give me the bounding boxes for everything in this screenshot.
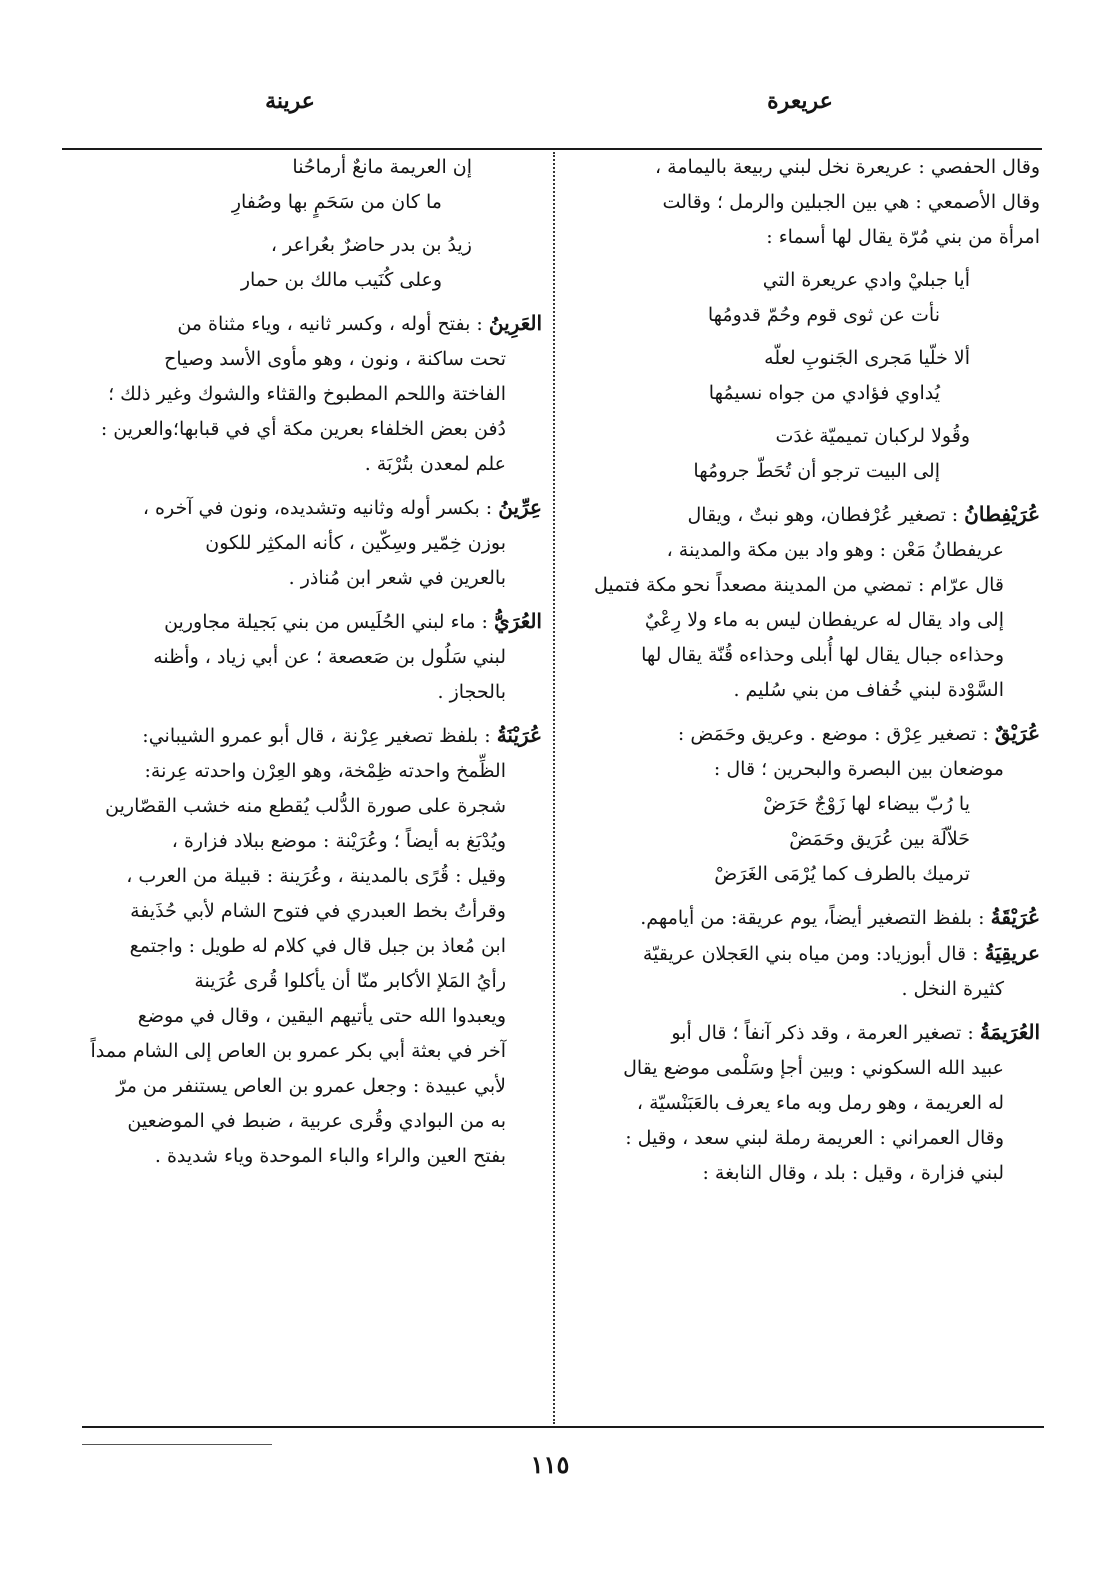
text-line: عبيد الله السكوني : وبين أجإ وسَلْمى موضع يقال	[623, 1057, 1004, 1079]
text-line: له العريمة ، وهو رمل وبه ماء يعرف بالعَبَنْسيّة ،	[636, 1092, 1004, 1114]
entry-uraymah	[572, 1015, 1040, 1191]
footnote-rule	[82, 1444, 272, 1445]
entry-arin	[66, 306, 542, 482]
verse-line: إن العريمة مانعٌ أرماحُنا	[292, 156, 472, 178]
verse-line: أيا جبليْ وادي عريعرة التي	[762, 269, 970, 291]
intro-text	[572, 150, 1040, 255]
verse-line: يا رُبّ بيضاء لها زَوْجٌ حَرَضْ	[763, 793, 970, 815]
poem-urayira	[572, 263, 1040, 489]
text-line: بالحجاز .	[437, 681, 506, 703]
verse-line: ما كان من سَحَمٍ بها وصُفارِ	[231, 191, 442, 213]
headword: عِرِّينُ	[498, 495, 542, 519]
text-line: عريفطانُ مَعْن : وهو واد بين مكة والمدينة ،	[666, 539, 1004, 561]
running-header-right: عريعرة	[767, 88, 833, 114]
text-line: شجرة على صورة الدُّلب يُقطع منه خشب القصّارين	[105, 795, 506, 817]
text-line: : ماء لبني الحُلَيس من بني بَجيلة مجاورين	[164, 611, 488, 633]
verse-line: حَلاّلَة بين عُرَيق وحَمَضْ	[789, 828, 970, 850]
text-line: وقال العمراني : العريمة رملة لبني سعد ، وقيل :	[625, 1127, 1004, 1149]
text-line: موضعان بين البصرة والبحرين ؛ قال :	[713, 758, 1004, 780]
text-line: : بلفظ التصغير أيضاً، يوم عريقة: من أيامهم.	[640, 907, 985, 929]
text-line: ويُدْبَغ به أيضاً ؛ وعُرَيْنة : موضع ببلاد فزارة ،	[171, 830, 506, 852]
text-line: لبني فزارة ، وقيل : بلد ، وقال النابغة :	[702, 1162, 1004, 1184]
poem-urayq	[572, 787, 1040, 892]
text-line: : بفتح أوله ، وكسر ثانيه ، وياء مثناة من	[177, 313, 483, 335]
text-line: : بلفظ تصغير عِرْنة ، قال أبو عمرو الشيباني:	[142, 725, 491, 747]
poem-nabigha	[66, 150, 542, 298]
entry-urayna	[66, 718, 542, 1174]
text-line: تحت ساكنة ، ونون ، وهو مأوى الأسد وصياح	[164, 348, 506, 370]
text-line: علم لمعدن بتُرْبَة .	[364, 453, 506, 475]
text-line: وقال الأصمعي : هي بين الجبلين والرمل ؛ وقالت	[662, 191, 1040, 213]
entry-urayqiya	[572, 936, 1040, 1007]
headword: العُرَيمَةُ	[979, 1020, 1040, 1044]
text-line: السَّوْدة لبني خُفاف من بني سُليم .	[733, 679, 1004, 701]
text-line: وحذاءه جبال يقال لها أُبلى وحذاءه قُنّة يقال لها	[641, 644, 1004, 666]
text-line: كثيرة النخل .	[901, 978, 1004, 1000]
headword: عُرَيْفِطانُ	[964, 502, 1040, 526]
headword: عريقِيَةُ	[984, 941, 1040, 965]
text-line: : قال أبوزياد: ومن مياه بني العَجلان عريقيّة	[642, 943, 979, 965]
column-divider	[553, 152, 555, 1424]
headword: عُرَيْنَةُ	[496, 723, 542, 747]
verse-line: زيدُ بن بدر حاضرٌ بعُراعر ،	[270, 234, 472, 256]
text-line: آخر في بعثة أبي بكر عمرو بن العاص إلى الشام ممداً	[90, 1040, 506, 1062]
text-line: لأبي عبيدة : وجعل عمرو بن العاص يستنفر من مرّ	[116, 1075, 506, 1097]
text-line: ابن مُعاذ بن جبل قال في كلام له طويل : واجتمع	[129, 935, 506, 957]
text-line: : تصغير عُرْفطان، وهو نبتٌ ، ويقال	[687, 504, 959, 526]
entry-urayq	[572, 716, 1040, 787]
verse-line: إلى البيت ترجو أن تُحَطّ جرومُها	[693, 460, 940, 482]
left-column	[66, 150, 542, 1174]
text-line: : تصغير عِرْق : موضع . وعريق وحَمَض :	[677, 723, 989, 745]
text-line: إلى واد يقال له عريفطان ليس به ماء ولا رِعْيٌ	[644, 609, 1004, 631]
headword: العَرِينُ	[488, 311, 542, 335]
verse-line: ترميك بالطرف كما يُرْمَى الغَرَضْ	[714, 863, 970, 885]
verse-line: وقُولا لركبان تميميّة غدَت	[775, 425, 970, 447]
text-line: : بكسر أوله وثانيه وتشديده، ونون في آخره ،	[142, 497, 493, 519]
text-line: لبني سَلُول بن صَعصعة ؛ عن أبي زياد ، وأظنه	[153, 646, 506, 668]
running-header-left: عرينة	[265, 88, 315, 114]
page-number: ١١٥	[530, 1450, 570, 1479]
entry-urayqa	[572, 900, 1040, 936]
text-line: ويعبدوا الله حتى يأتيهم اليقين ، وقال في موضع	[137, 1005, 506, 1027]
text-line: بالعرين في شعر ابن مُناذر .	[288, 567, 506, 589]
headword: عُرَيْقَةُ	[990, 905, 1040, 929]
text-line: امرأة من بني مُرّة يقال لها أسماء :	[766, 226, 1040, 248]
entry-urayy	[66, 604, 542, 710]
text-line: دُفن بعض الخلفاء بعرين مكة أي في قبابها؛والعرين :	[100, 418, 506, 440]
text-line: وقرأتُ بخط العبدري في فتوح الشام لأبي حُذَيفة	[130, 900, 506, 922]
entry-urayfitan	[572, 497, 1040, 708]
verse-line: ألا خلّيا مَجرى الجَنوبِ لعلّه	[764, 347, 970, 369]
verse-line: نأت عن ثوى قوم وحُمّ قدومُها	[707, 304, 940, 326]
verse-line: وعلى كُنَيب مالك بن حمار	[240, 269, 442, 291]
text-line: به من البوادي وقُرى عربية ، ضبط في الموضعين	[127, 1110, 506, 1132]
text-line: بفتح العين والراء والباء الموحدة وياء شديدة .	[154, 1145, 506, 1167]
headword: العُرَيُّ	[494, 609, 542, 633]
text-line: رأيُ المَلإ الأكابر منّا أن يأكلوا قُرى عُرَينة	[194, 970, 506, 992]
entry-irrin	[66, 490, 542, 596]
text-line: الفاختة واللحم المطبوخ والقثاء والشوك وغير ذلك ؛	[108, 383, 506, 405]
verse-line: يُداوي فؤادي من جواه نسيمُها	[708, 382, 940, 404]
text-line: بوزن خِمّير وسِكّين ، كأنه المكثِر للكون	[205, 532, 506, 554]
text-line: الظِّمخ واحدته ظِمْخة، وهو العِرْن واحدته عِرنة:	[144, 760, 506, 782]
headword: عُرَيْقٌ	[994, 721, 1040, 745]
text-line: وقال الحفصي : عريعرة نخل لبني ربيعة باليمامة ،	[655, 156, 1040, 178]
text-line: وقيل : قُرًى بالمدينة ، وعُرَينة : قبيلة من العرب ،	[126, 865, 506, 887]
right-column	[572, 150, 1040, 1191]
text-line: قال عرّام : تمضي من المدينة مصعداً نحو مكة فتميل	[594, 574, 1004, 596]
bottom-rule	[82, 1426, 1044, 1428]
text-line: : تصغير العرمة ، وقد ذكر آنفاً ؛ قال أبو	[671, 1022, 974, 1044]
